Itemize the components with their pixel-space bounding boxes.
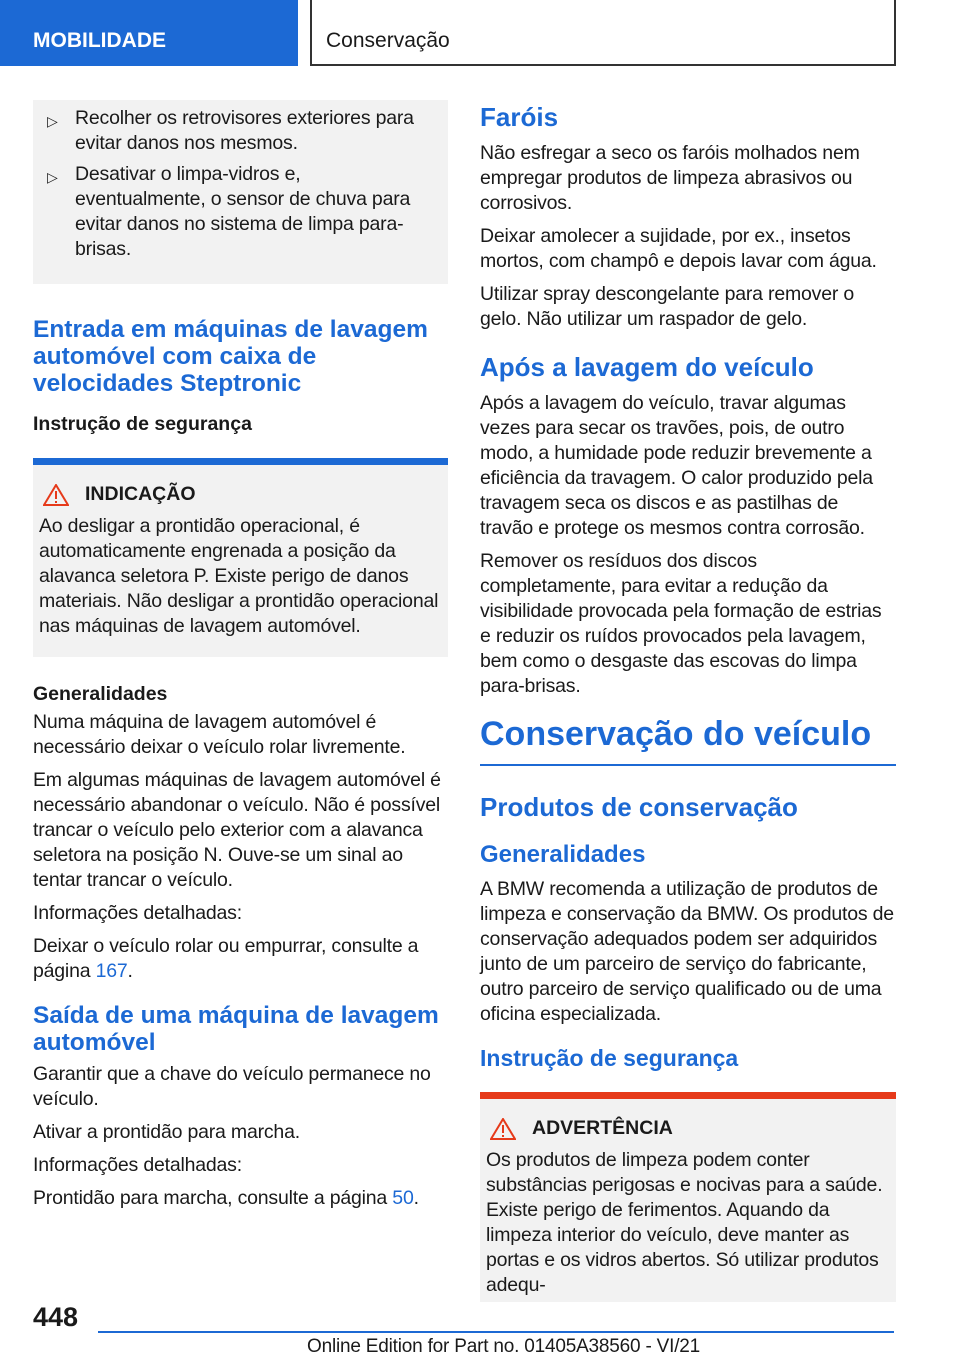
warning-title: ADVERTÊNCIA xyxy=(532,1117,673,1139)
subheading: Generalidades xyxy=(33,683,168,705)
footer-divider xyxy=(98,1331,894,1333)
paragraph: Informações detalhadas: xyxy=(33,902,242,924)
step-item: ▷ Desativar o limpa-vidros e, eventualmente, o sensor de chuva para evitar danos no sistema de limpa para-brisas. xyxy=(47,163,411,260)
paragraph: Remover os resíduos dos discos completamente, para evitar a redução da visibilidade provocada pela formação de estrias e reduzir os ruídos provocados pela lavagem, bem como o desgaste das escovas do limpa para-brisas. xyxy=(480,550,882,697)
step-item: ▷ Recolher os retrovisores exteriores para evitar danos nos mesmos. xyxy=(47,107,414,154)
paragraph: Garantir que a chave do veículo permanece no veículo. xyxy=(33,1063,431,1110)
section-heading: Produtos de conservação xyxy=(480,792,798,822)
chapter-heading: Conservação do veículo xyxy=(480,715,896,766)
paragraph: Após a lavagem do veículo, travar algumas vezes para secar os travões, pois, de outro modo, a humidade pode reduzir brevemente a eficiência da travagem. O calor produzido pela travagem seca os discos e as pastilhas de travão e protege os mesmos contra corrosão. xyxy=(480,392,873,539)
paragraph: A BMW recomenda a utilização de produtos de limpeza e conservação da BMW. Os produtos de conservação adequados podem ser adquiridos junto de um parceiro de serviço do fabricante, outro parceiro de serviço qualificado ou de uma oficina especializada. xyxy=(480,878,894,1025)
triangle-bullet-icon: ▷ xyxy=(47,169,58,185)
notice-text: Ao desligar a prontidão operacional, é automaticamente engrenada a posição da alavanca seletora P. Existe perigo de danos materiais. Não desligar a prontidão operacional nas máquinas de lavagem automóvel. xyxy=(39,515,439,637)
page-link[interactable]: 167 xyxy=(95,960,128,982)
subheading: Instrução de segurança xyxy=(480,1045,739,1071)
notice-title: INDICAÇÃO xyxy=(85,483,196,505)
warning-box xyxy=(480,1092,896,1302)
subheading: Generalidades xyxy=(480,841,646,868)
page-link[interactable]: 50 xyxy=(392,1187,414,1209)
warning-triangle-icon xyxy=(43,484,69,506)
section-heading: Saída de uma máquina de lavagem automóvel xyxy=(33,1002,439,1056)
paragraph: Numa máquina de lavagem automóvel é necessário deixar o veículo rolar livremente. xyxy=(33,711,406,758)
paragraph: Prontidão para marcha, consulte a página 50. xyxy=(33,1187,419,1209)
section-tab: MOBILIDADE xyxy=(0,0,298,66)
subheading: Instrução de segurança xyxy=(33,413,252,435)
paragraph: Em algumas máquinas de lavagem automóvel é necessário abandonar o veículo. Não é possível trancar o veículo pelo exterior com a alavanca seletora na posição N. Ouve-se um sinal ao tentar trancar o veículo. xyxy=(33,769,441,891)
chapter-tab: Conservação xyxy=(311,0,896,66)
paragraph: Ativar a prontidão para marcha. xyxy=(33,1121,300,1143)
section-heading: Após a lavagem do veículo xyxy=(480,352,814,382)
step-list xyxy=(33,100,448,284)
section-heading: Faróis xyxy=(480,102,559,132)
left-column xyxy=(33,100,448,1219)
edition-text: Online Edition for Part no. 01405A38560 - VI/21 xyxy=(307,1336,701,1357)
warning-triangle-icon xyxy=(490,1118,516,1140)
paragraph: Não esfregar a seco os faróis molhados nem empregar produtos de limpeza abrasivos ou corrosivos. xyxy=(480,142,860,214)
paragraph: Informações detalhadas: xyxy=(33,1154,242,1176)
warning-text: Os produtos de limpeza podem conter substâncias perigosas e nocivas para a saúde. Existe perigo de ferimentos. Aquando da limpeza interior do veículo, deve manter as portas e os vidros abertos. Só utilizar produtos adequ- xyxy=(486,1149,883,1296)
section-heading: Entrada em máquinas de lavagem automóvel com caixa de velocidades Steptronic xyxy=(33,316,428,397)
page-header xyxy=(0,0,960,66)
paragraph: Deixar o veículo rolar ou empurrar, consulte a página 167. xyxy=(33,935,419,982)
paragraph: Utilizar spray descongelante para remover o gelo. Não utilizar um raspador de gelo. xyxy=(480,283,855,330)
paragraph: Deixar amolecer a sujidade, por ex., insetos mortos, com champô e depois lavar com água. xyxy=(480,225,877,272)
triangle-bullet-icon: ▷ xyxy=(47,113,58,129)
page-number: 448 xyxy=(33,1302,79,1332)
right-column xyxy=(480,100,896,1328)
notice-box xyxy=(33,458,448,657)
